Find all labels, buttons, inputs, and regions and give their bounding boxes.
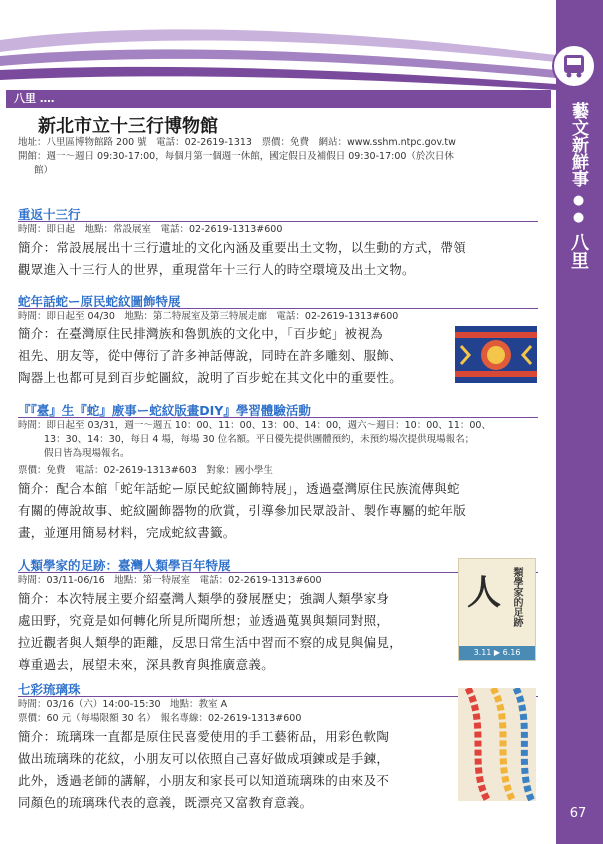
desc-line: 尊重過去，展望未來，深具教育與推廣意義。 [18,657,275,672]
section-divider [18,308,538,309]
desc-line: 祖先、朋友等，從中傳衍了許多神話傳說，同時在許多雕刻、服飾、 [18,348,403,363]
desc-line: 陶器上也都可見到百步蛇圖紋，說明了百步蛇在其文化中的重要性。 [18,370,403,385]
desc-line: 處田野，究竟是如何轉化所見所聞所想；並透過蒐異與類同對照， [18,613,390,628]
section-description [18,588,402,676]
desc-line: 簡介：琉璃珠一直都是原住民喜愛使用的手工藝術品，用彩色軟陶 [18,729,390,744]
museum-hours-line-cont: 館） [34,165,54,176]
bus-icon [552,44,596,88]
section-meta: 時間：即日起 地點：常設展室 電話：02-2619-1313#600 [18,224,283,235]
desc-line: 簡介：常設展展出十三行遺址的文化內涵及重要出土文物，以生動的方式，帶領 [18,240,467,255]
desc-line: 畫，並運用簡易材料，完成蛇紋書籤。 [18,525,236,540]
section-title: 蛇年話蛇ー原民蛇紋圖飾特展 [18,294,181,309]
header-wave-decoration [0,0,603,95]
glass-bead-image [458,688,536,801]
section-title: 七彩琉璃珠 [18,682,81,697]
section-title: 『『臺』生『蛇』廒事ー蛇紋版畫DIY』學習體驗活動 [18,403,311,418]
museum-title: 新北市立十三行博物館 [38,116,218,137]
section-meta: 票價：60 元（每場限額 30 名） 報名專線：02-2619-1313#600 [18,713,302,724]
poster-title-text: 類學家的足跡 [511,567,522,627]
district-bar: 八里 ‥‥ [6,90,551,108]
museum-hours-line: 開館：週一～週日 09:30-17:00，每個月第一個週一休館，國定假日及補假日 09:30-17:00（於次日休 [18,151,454,162]
section-meta: 13：30、14：30，每日 4 場，每場 30 位名額。平日優先提供團體預約，未預約場次提供現場報名； [44,434,475,445]
section-divider [18,417,538,418]
district-text: 八里 [568,233,589,269]
poster-big-char: 人 [467,573,501,613]
section-meta: 票價：免費 電話：02-2619-1313#603 對象：國小學生 [18,465,273,476]
section-description [18,726,389,814]
poster-date-bar [459,646,535,660]
desc-line: 此外，透過老師的講解，小朋友和家長可以知道琉璃珠的由來及不 [18,773,390,788]
side-category-label [560,102,596,269]
category-text: 藝文新鮮事 [568,102,588,187]
desc-line: 有關的傳說故事、蛇紋圖飾器物的欣賞，引導參加民眾設計、製作專屬的蛇年版 [18,503,467,518]
poster-date: 3.11 ▶ 6.16 [473,648,521,657]
section-description [18,478,466,544]
desc-line: 簡介：配合本館「蛇年話蛇ー原民蛇紋圖飾特展」，透過臺灣原住民族流傳與蛇 [18,481,460,496]
section-title: 重返十三行 [18,207,81,222]
section-meta: 假日皆為現場報名。 [44,448,130,459]
desc-line: 簡介：本次特展主要介紹臺灣人類學的發展歷史；強調人類學家身 [18,591,390,606]
section-meta: 時間：即日起至 03/31，週一～週五 10：00、11：00、13：00、14：00，週六～週日：10：00、11：00、 [18,420,491,431]
section-description [18,323,402,389]
desc-line: 簡介：在臺灣原住民排灣族和魯凱族的文化中，「百步蛇」被視為 [18,326,383,341]
section-description [18,237,466,281]
section-meta: 時間：03/11-06/16 地點：第一特展室 電話：02-2619-1313#600 [18,575,322,586]
snake-pattern-image [455,326,537,383]
desc-line: 做出琉璃珠的花紋，小朋友可以依照自己喜好做成項鍊或是手鍊， [18,751,390,766]
section-title: 人類學家的足跡：臺灣人類學百年特展 [18,558,231,573]
section-meta: 時間：即日起至 04/30 地點：第二特展室及第三特展走廊 電話：02-2619-1313#600 [18,311,399,322]
anthropology-poster-image [458,558,536,661]
page-number: 67 [569,806,587,821]
desc-line: 觀眾進入十三行人的世界，重現當年十三行人的時空環境及出土文物。 [18,262,415,277]
dots-separator: ●● [571,193,586,227]
section-meta: 時間：03/16（六）14:00-15:30 地點：教室 A [18,699,228,710]
museum-address-line: 地址：八里區博物館路 200 號 電話：02-2619-1313 票價：免費 網站：www.sshm.ntpc.gov.tw [18,137,456,148]
desc-line: 同顏色的琉璃珠代表的意義，既漂亮又富教育意義。 [18,795,313,810]
section-divider [18,221,538,222]
desc-line: 拉近觀者與人類學的距離，反思日常生活中習而不察的成見與偏見， [18,635,403,650]
